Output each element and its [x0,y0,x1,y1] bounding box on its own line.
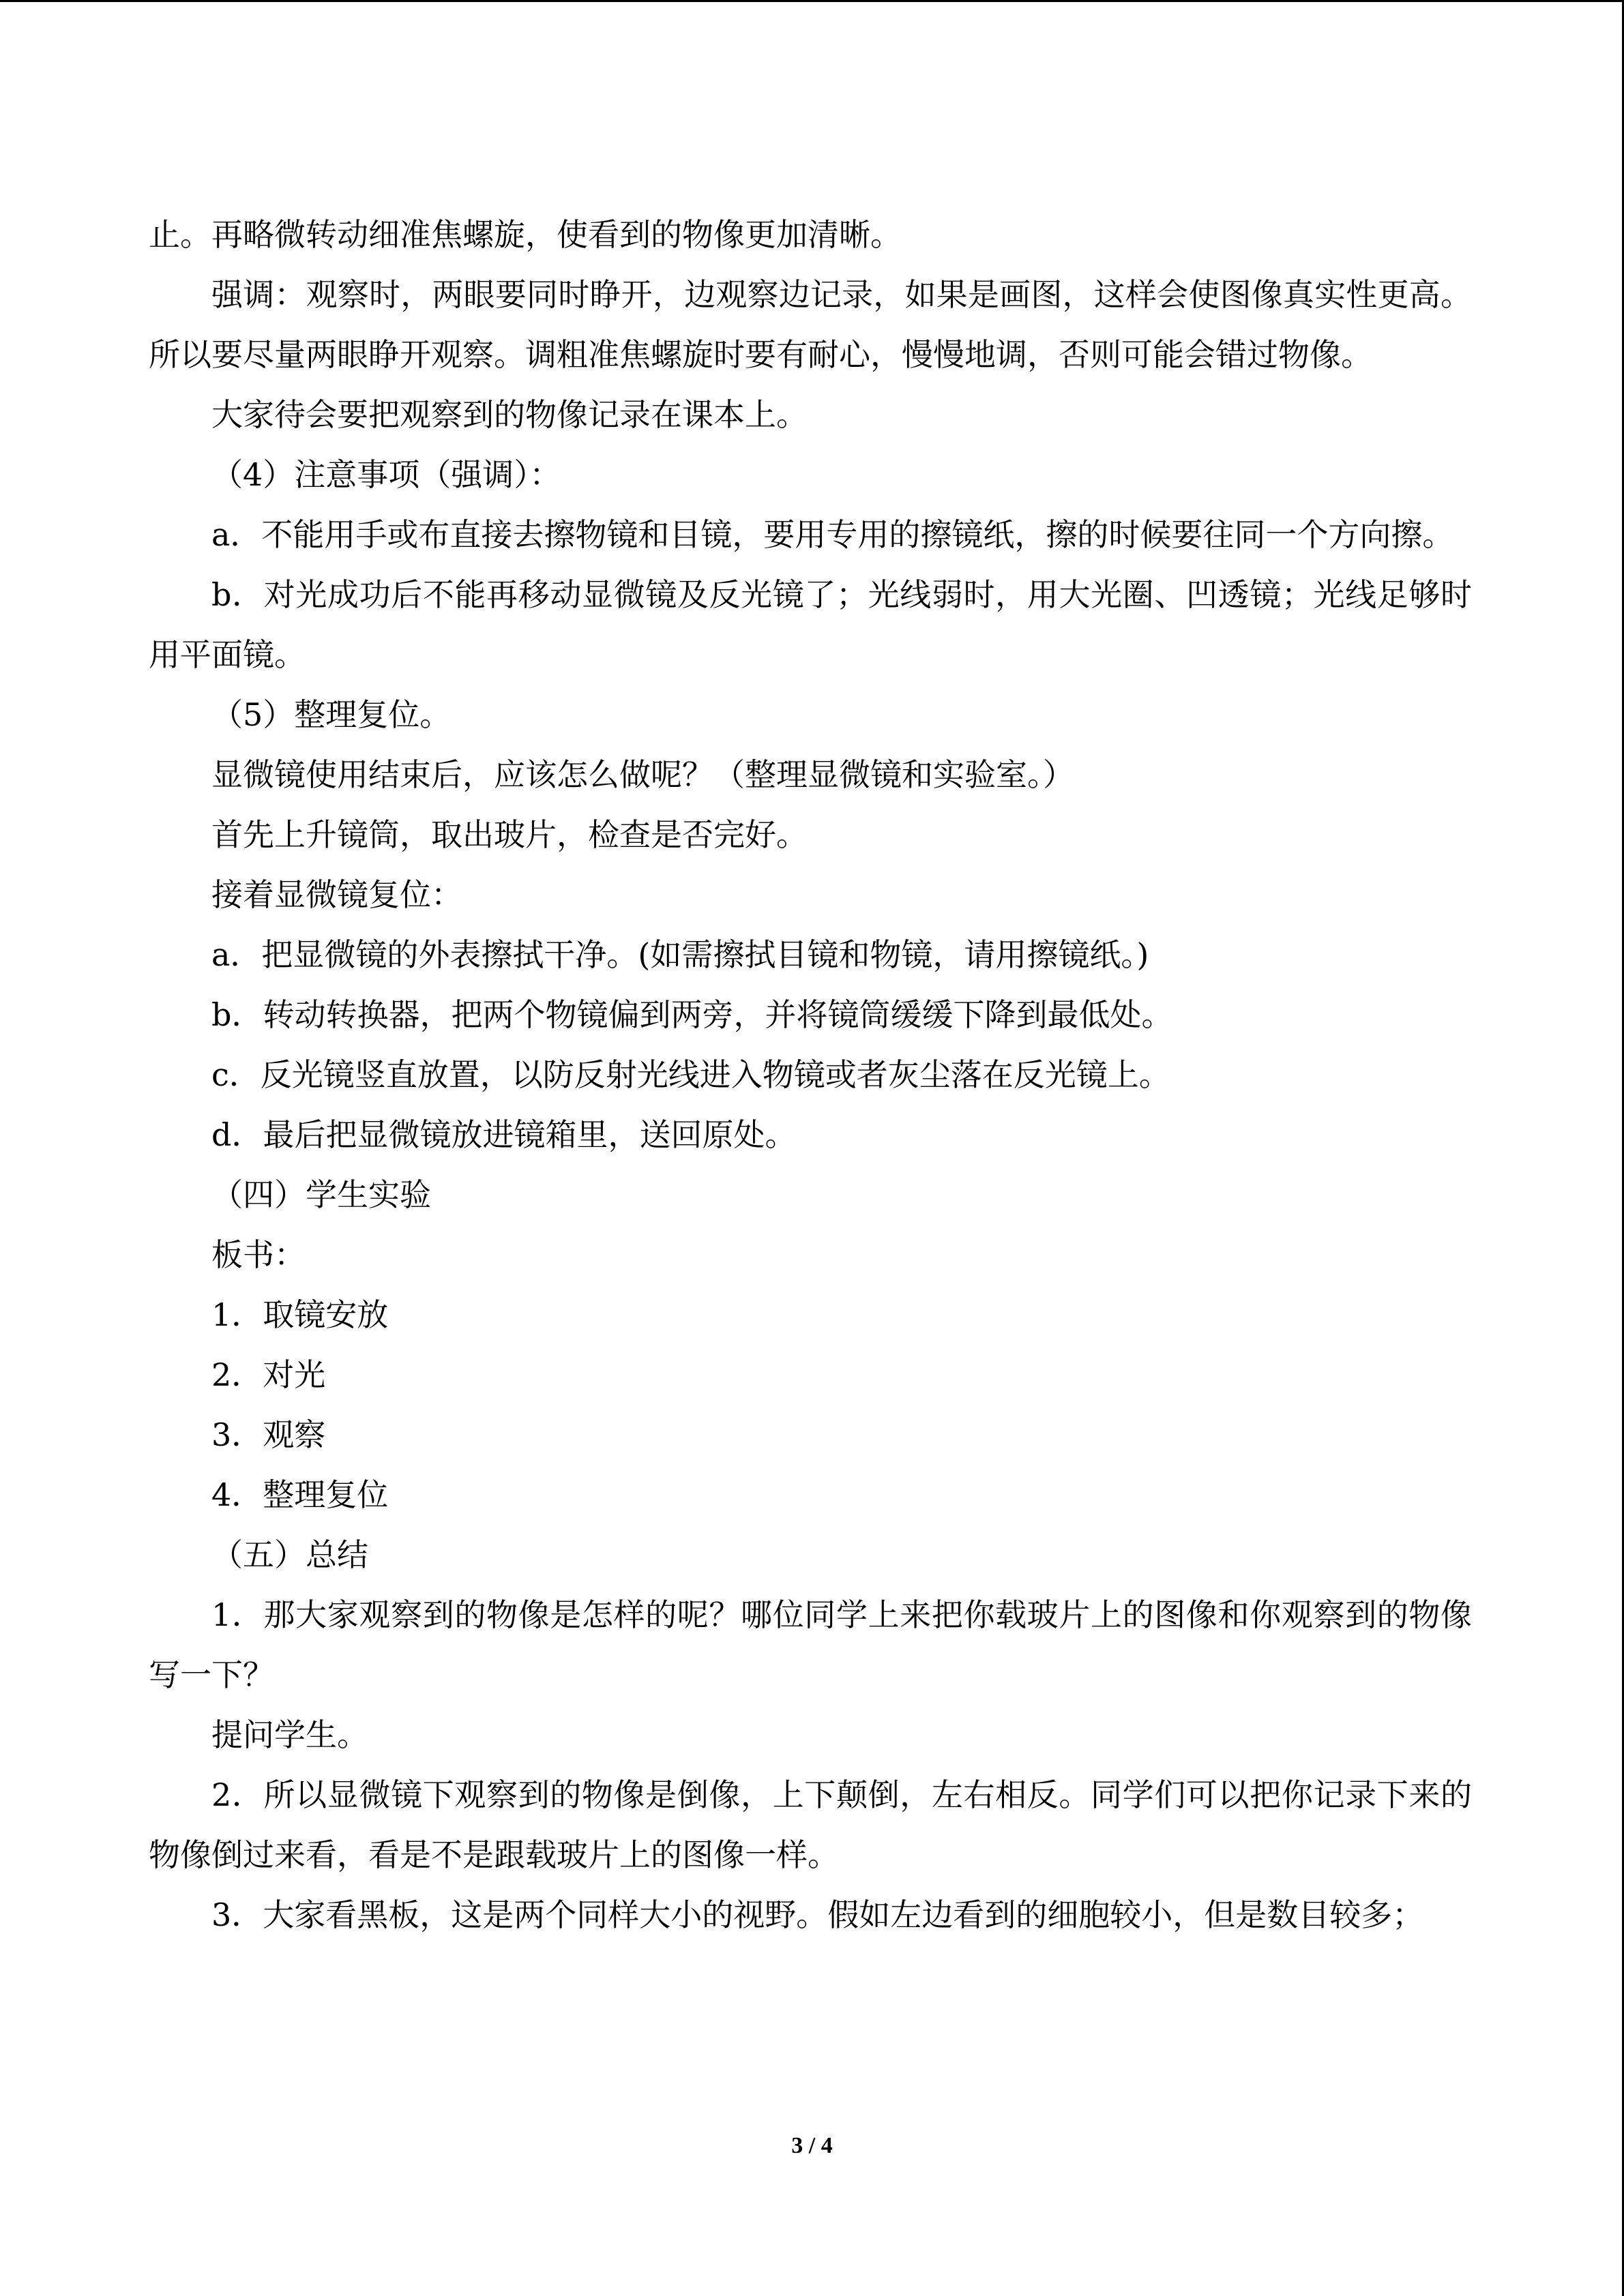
paragraph: 止。再略微转动细准焦螺旋，使看到的物像更加清晰。 [149,216,902,253]
paragraph: 提问学生。 [211,1716,368,1753]
list-item: 3．观察 [211,1416,326,1453]
section-heading: （五）总结 [211,1536,368,1573]
paragraph: c．反光镜竖直放置，以防反射光线进入物镜或者灰尘落在反光镜上。 [211,1056,1170,1093]
paragraph: 接着显微镜复位： [211,876,462,913]
paragraph: a．把显微镜的外表擦拭干净。(如需擦拭目镜和物镜，请用擦镜纸。) [211,936,1149,973]
list-item: 4．整理复位 [211,1476,389,1513]
paragraph: a．不能用手或布直接去擦物镜和目镜，要用专用的擦镜纸，擦的时候要往同一个方向擦。 [211,516,1454,553]
paragraph: （4）注意事项（强调）： [211,456,561,493]
document-body [149,205,1472,1945]
paragraph: 2．所以显微镜下观察到的物像是倒像，上下颠倒，左右相反。同学们可以把你记录下来的物像倒过来看，看是不是跟载玻片上的图像一样。 [149,1776,1472,1873]
list-item: 1．取镜安放 [211,1296,389,1333]
paragraph: （5）整理复位。 [211,696,452,733]
paragraph: 3．大家看黑板，这是两个同样大小的视野。假如左边看到的细胞较小，但是数目较多； [211,1896,1424,1933]
list-item: 2．对光 [211,1356,326,1393]
paragraph: 首先上升镜筒，取出玻片，检查是否完好。 [211,816,808,853]
paragraph: 1．那大家观察到的物像是怎样的呢？哪位同学上来把你载玻片上的图像和你观察到的物像写一下？ [149,1596,1472,1693]
paragraph: 大家待会要把观察到的物像记录在课本上。 [211,396,808,433]
paragraph: 板书： [211,1236,306,1273]
paragraph: 强调：观察时，两眼要同时睁开，边观察边记录，如果是画图，这样会使图像真实性更高。所以要尽量两眼睁开观察。调粗准焦螺旋时要有耐心，慢慢地调，否则可能会错过物像。 [149,276,1472,373]
section-heading: （四）学生实验 [211,1176,431,1213]
paragraph: d．最后把显微镜放进镜箱里，送回原处。 [211,1116,797,1153]
page-number: 3 / 4 [791,2133,833,2158]
paragraph: b．转动转换器，把两个物镜偏到两旁，并将镜筒缓缓下降到最低处。 [211,996,1173,1033]
page-top-border [0,0,1624,2]
paragraph: b．对光成功后不能再移动显微镜及反光镜了；光线弱时，用大光圈、凹透镜；光线足够时用平面镜。 [149,576,1472,673]
paragraph: 显微镜使用结束后，应该怎么做呢？（整理显微镜和实验室。） [211,756,1074,793]
